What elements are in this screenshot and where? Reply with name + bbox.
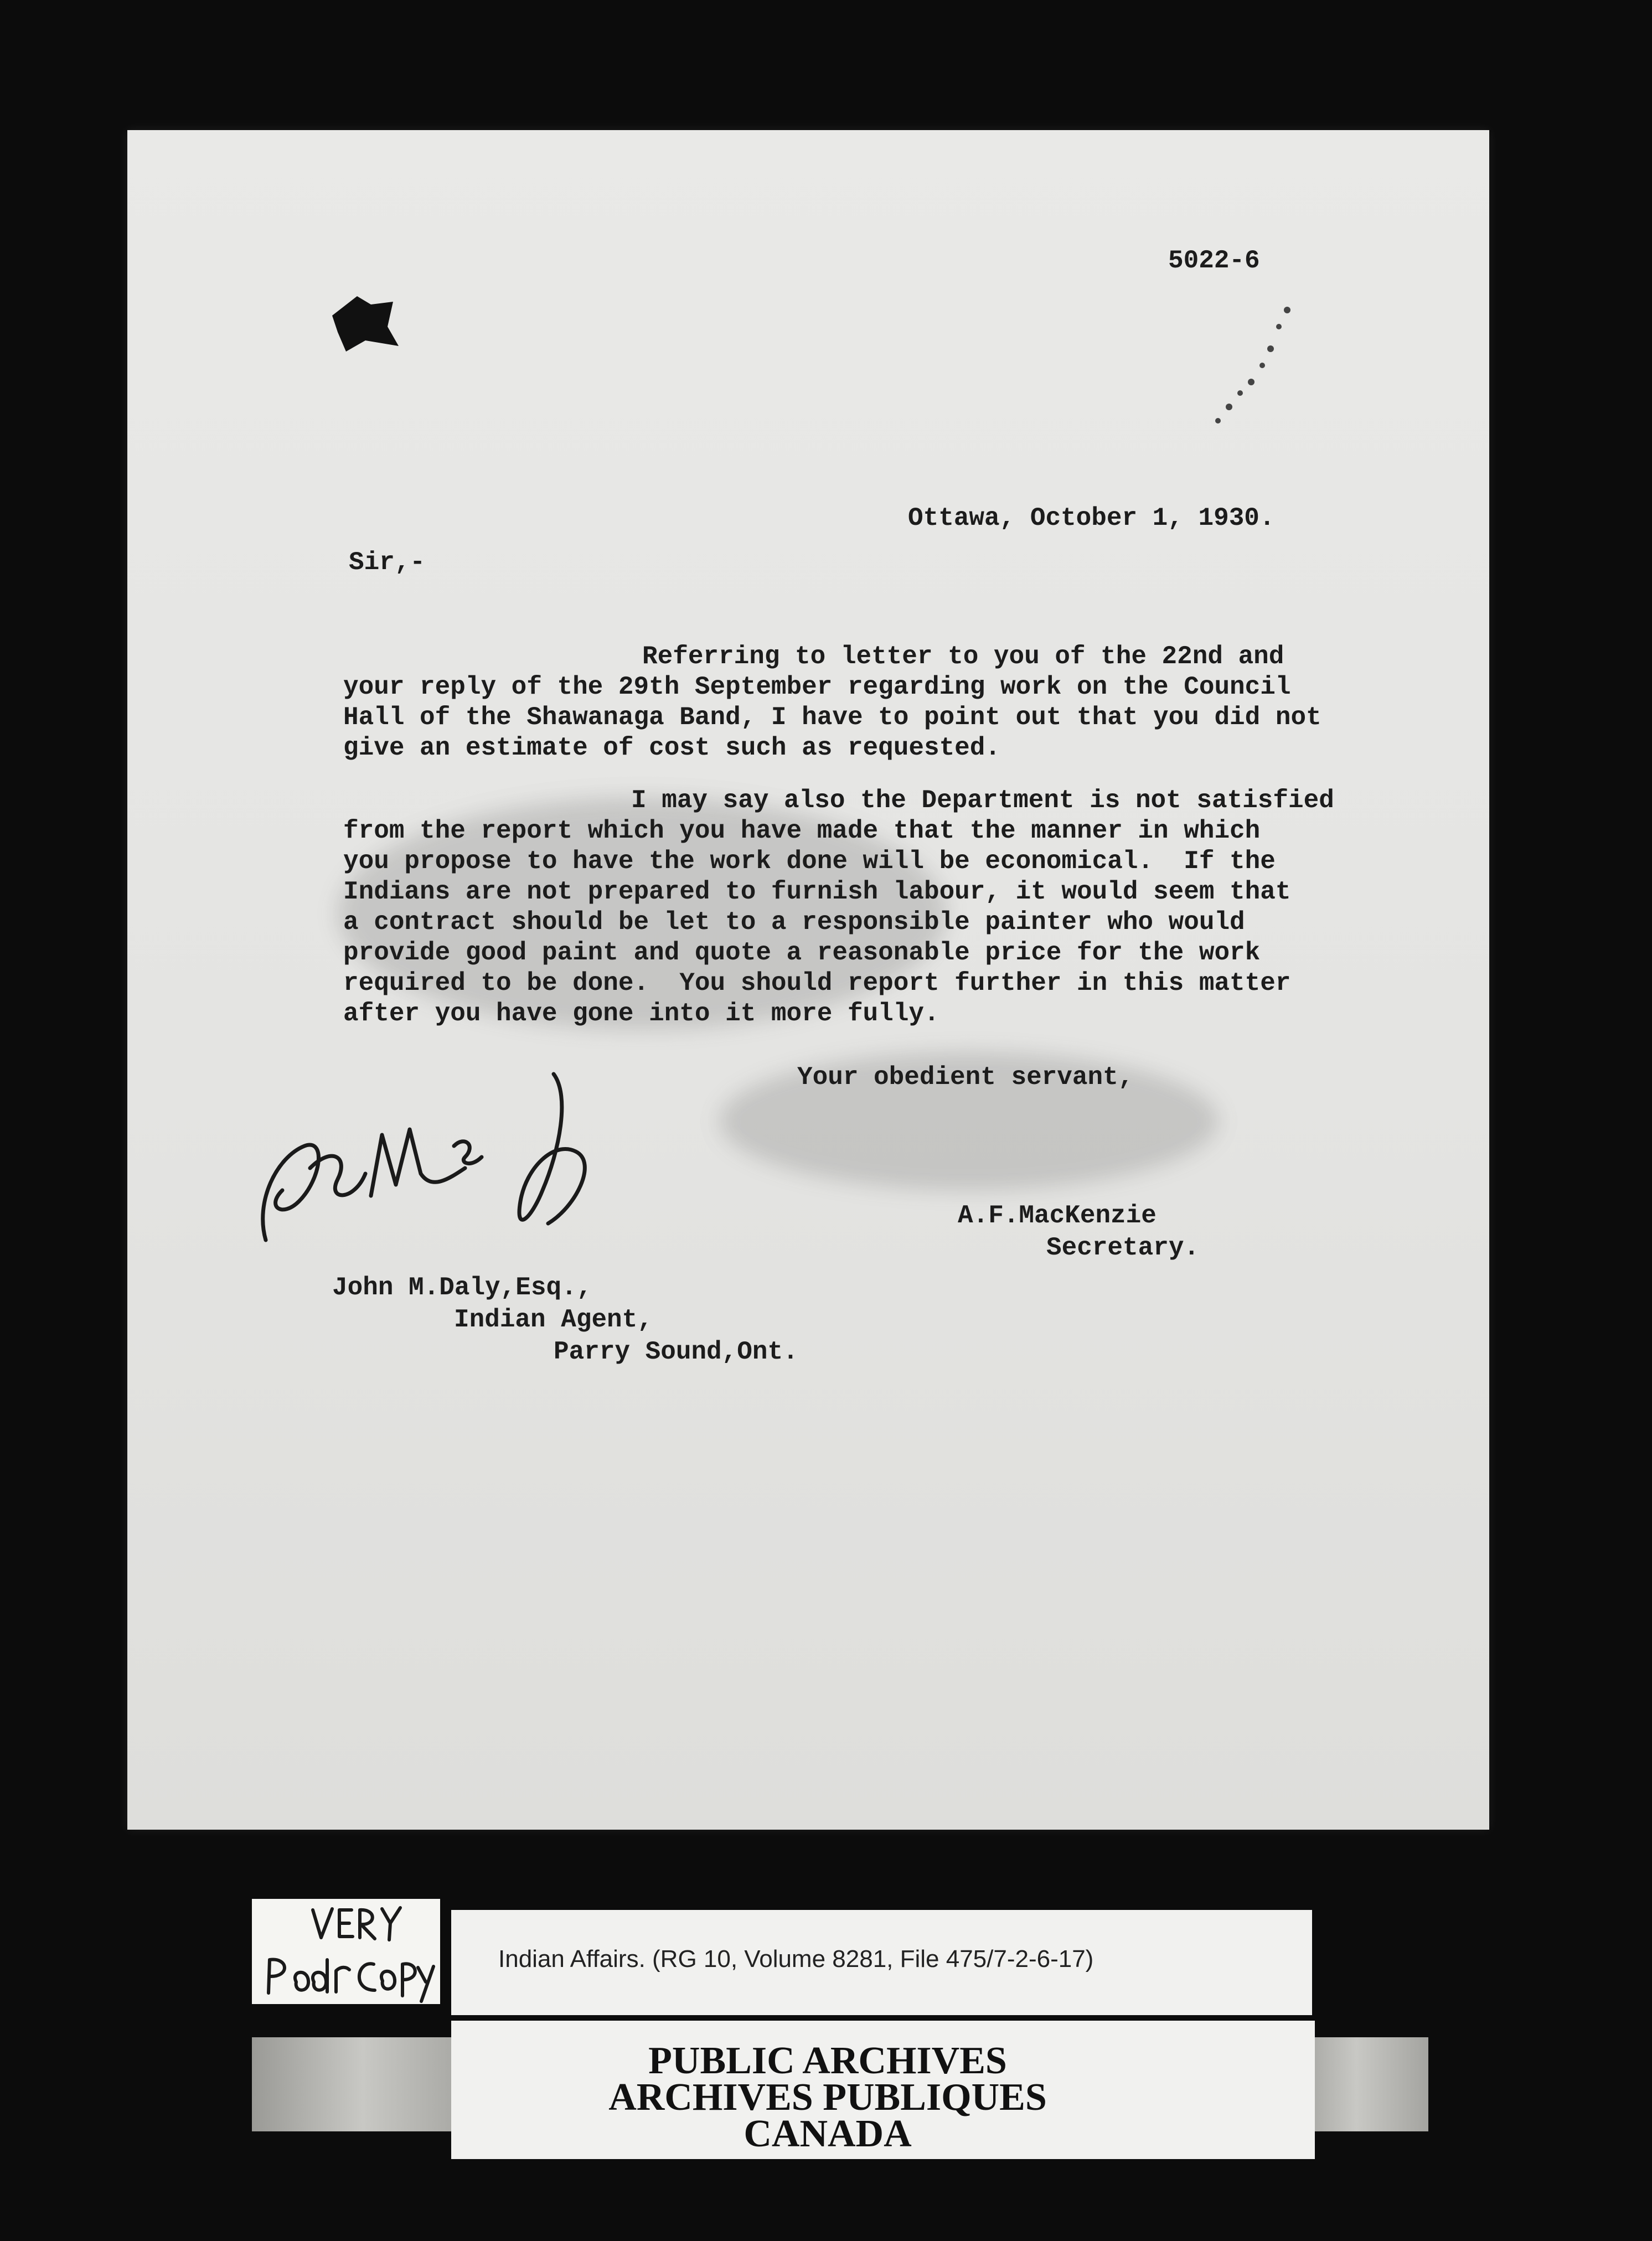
signatory-name: A.F.MacKenzie <box>958 1201 1157 1230</box>
recipient-line: Indian Agent, <box>454 1305 653 1334</box>
salutation: Sir,- <box>349 548 426 577</box>
paragraph-line: provide good paint and quote a reasonable price for the work <box>343 938 1261 967</box>
paragraph-line: I may say also the Department is not satisfied <box>631 786 1334 815</box>
archive-stamp-line-3: CANADA <box>744 2113 912 2155</box>
paragraph-line: after you have gone into it more fully. <box>343 999 939 1028</box>
archive-stamp-line-1: PUBLIC ARCHIVES <box>648 2039 1007 2082</box>
handwritten-note <box>252 1899 440 2004</box>
punch-hole-mark <box>327 293 404 354</box>
handwritten-note-card <box>252 1899 440 2004</box>
film-edge-left <box>252 2037 473 2131</box>
archive-stamp-line-2: ARCHIVES PUBLIQUES <box>608 2076 1047 2119</box>
paragraph-line: your reply of the 29th September regarding work on the Council <box>343 673 1291 701</box>
scan-specks <box>1174 299 1301 432</box>
signatory-title: Secretary. <box>1046 1233 1200 1262</box>
paragraph-line: from the report which you have made that the manner in which <box>343 817 1261 845</box>
file-number: 5022-6 <box>1168 246 1260 275</box>
paragraph-line: give an estimate of cost such as requested. <box>343 734 1000 762</box>
paragraph-line: you propose to have the work done will be economical. If the <box>343 847 1276 876</box>
place-and-date: Ottawa, October 1, 1930. <box>908 504 1275 533</box>
paragraph-line: a contract should be let to a responsible painter who would <box>343 908 1245 937</box>
paragraph-line: required to be done. You should report further in this matter <box>343 969 1291 998</box>
paragraph-line: Hall of the Shawanaga Band, I have to point out that you did not <box>343 703 1321 732</box>
handwritten-initials-signature <box>244 1063 631 1262</box>
recipient-line: John M.Daly,Esq., <box>332 1273 592 1302</box>
recipient-line: Parry Sound,Ont. <box>554 1338 798 1366</box>
paragraph-line: Referring to letter to you of the 22nd and <box>642 642 1284 671</box>
paragraph-line: Indians are not prepared to furnish labour, it would seem that <box>343 877 1291 906</box>
closing: Your obedient servant, <box>797 1063 1134 1092</box>
archive-reference: Indian Affairs. (RG 10, Volume 8281, File 475/7-2-6-17) <box>498 1945 1094 1973</box>
